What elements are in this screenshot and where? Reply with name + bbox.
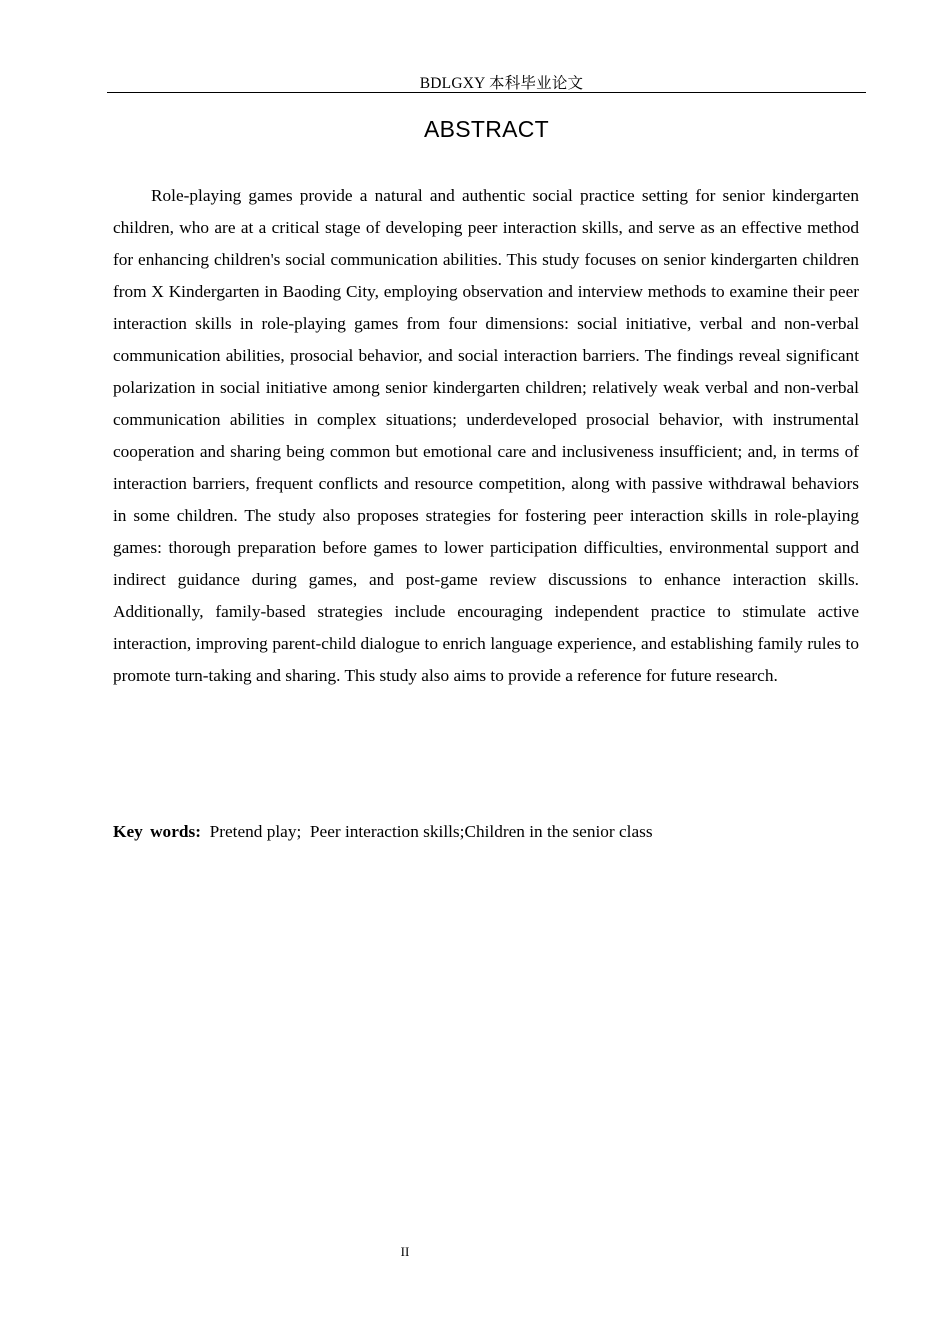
abstract-body: Role-playing games provide a natural and authentic social practice setting for senior kindergarten children, who are at a critical stage of developing peer interaction skills, and serve as an effective method for enhancing children's social communication abilities. This study focuses on senior kindergarten children from X Kindergarten in Baoding City, employing observation and interview methods to examine their peer interaction skills in role-playing games from four dimensions: social initiative, verbal and non-verbal communication abilities, prosocial behavior, and social interaction barriers. The findings reveal significant polarization in social initiative among senior kindergarten children; relatively weak verbal and non-verbal communication abilities in complex situations; underdeveloped prosocial behavior, with instrumental cooperation and sharing being common but emotional care and inclusiveness insufficient; and, in terms of interaction barriers, frequent conflicts and resource competition, along with passive withdrawal behaviors in some children. The study also proposes strategies for fostering peer interaction skills in role-playing games: thorough preparation before games to lower participation difficulties, environmental support and indirect guidance during games, and post-game review discussions to enhance interaction skills. Additionally, family-based strategies include encouraging independent practice to stimulate active interaction, improving parent-child dialogue to enrich language experience, and establishing family rules to promote turn-taking and sharing. This study also aims to provide a reference for future research. xyxy=(113,186,859,685)
keywords-label: Key words: xyxy=(113,822,201,841)
page-number: II xyxy=(400,1244,410,1259)
header-text: BDLGXY 本科毕业论文 xyxy=(419,75,584,92)
abstract-title: ABSTRACT xyxy=(423,116,550,142)
page-header xyxy=(107,68,866,93)
keywords-line xyxy=(113,816,859,848)
keywords-text: Pretend play; Peer interaction skills;Children in the senior class xyxy=(200,822,653,841)
